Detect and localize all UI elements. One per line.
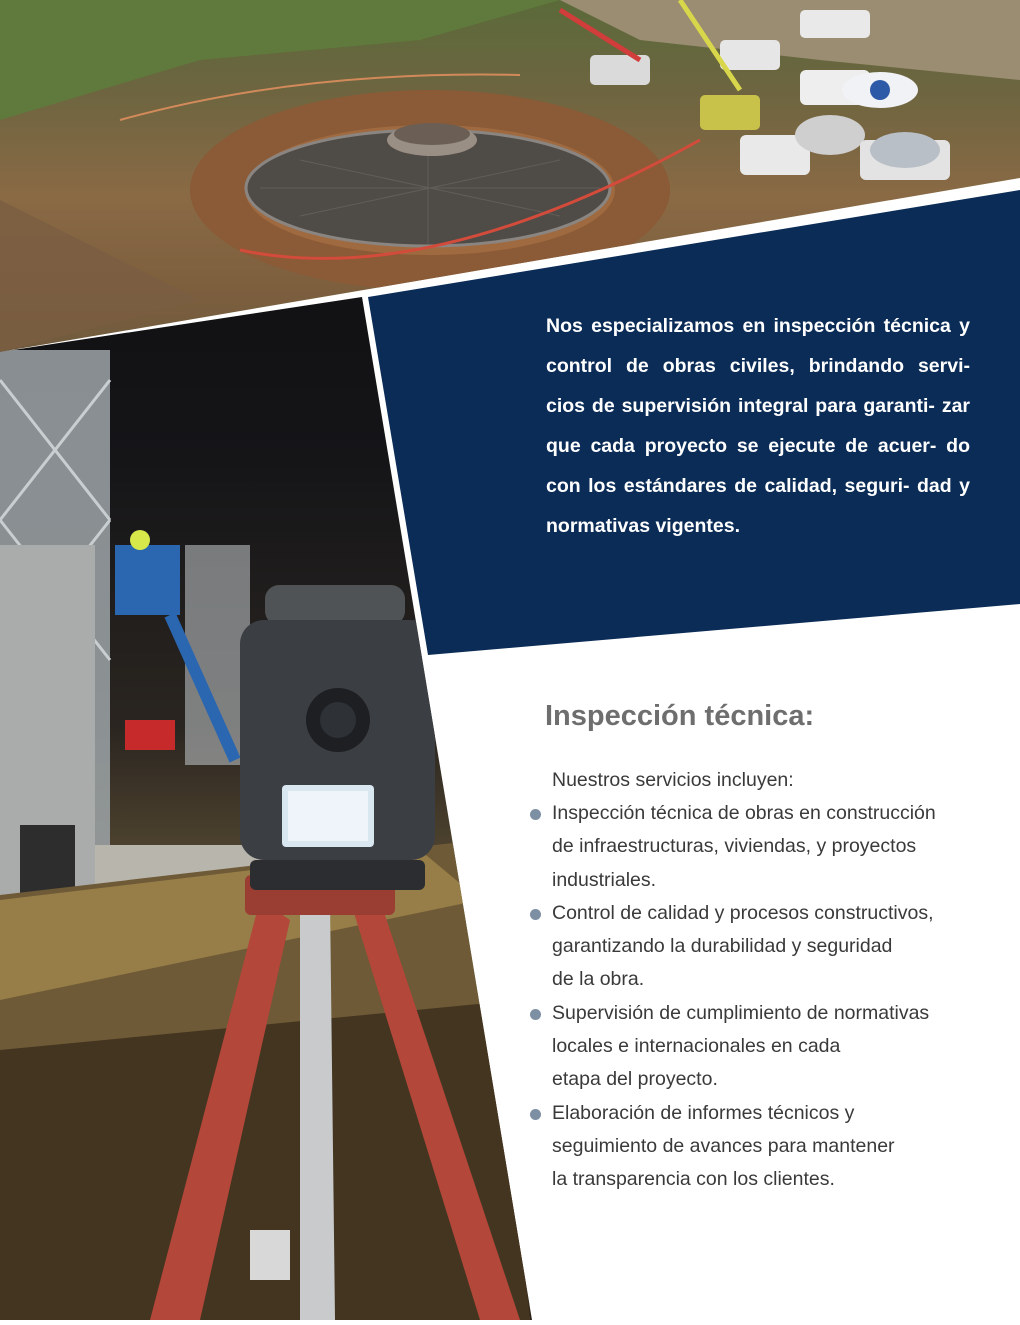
list-item-line: de la obra.: [552, 968, 645, 991]
section-title: Inspección técnica:: [545, 700, 815, 732]
list-item-line: Control de calidad y procesos constructivos,: [552, 901, 934, 924]
list-item: [530, 797, 1000, 897]
intro-line: zar que cada proyecto se ejecute de acuer-: [546, 395, 970, 457]
total-station: [240, 585, 435, 890]
list-item-line: locales e internacionales en cada: [552, 1035, 841, 1058]
list-item-line: Elaboración de informes técnicos y: [552, 1101, 855, 1124]
intro-line: cios de supervisión integral para garanti-: [546, 395, 935, 417]
list-item-line: Inspección técnica de obras en construcción: [552, 802, 936, 824]
bullet-icon: [530, 1009, 541, 1020]
intro-line: y control de obras civiles, brindando servi-: [546, 315, 970, 377]
list-item-line: seguimiento de avances para mantener: [552, 1134, 895, 1157]
list-item-line: garantizando la durabilidad y seguridad: [552, 935, 893, 958]
list-item-line: la transparencia con los clientes.: [552, 1168, 835, 1191]
intro-line: Nos especializamos en inspección técnica: [546, 315, 951, 337]
intro-line: dad y normativas vigentes.: [546, 475, 970, 537]
list-item: [530, 897, 1000, 997]
services-list: [530, 797, 1000, 1197]
list-item: [530, 997, 1000, 1097]
intro-line: do con los estándares de calidad, seguri-: [546, 435, 970, 497]
list-item: [530, 1097, 1000, 1197]
list-item-line: de infraestructuras, viviendas, y proyectos: [552, 835, 917, 858]
bullet-icon: [530, 809, 541, 820]
list-item-line: industriales.: [552, 868, 657, 891]
intro-paragraph: [546, 306, 970, 546]
services-intro: Nuestros servicios incluyen:: [552, 769, 794, 791]
bullet-icon: [530, 909, 541, 920]
list-item-line: Supervisión de cumplimiento de normativas: [552, 1001, 930, 1024]
bullet-icon: [530, 1109, 541, 1120]
list-item-line: etapa del proyecto.: [552, 1068, 718, 1091]
